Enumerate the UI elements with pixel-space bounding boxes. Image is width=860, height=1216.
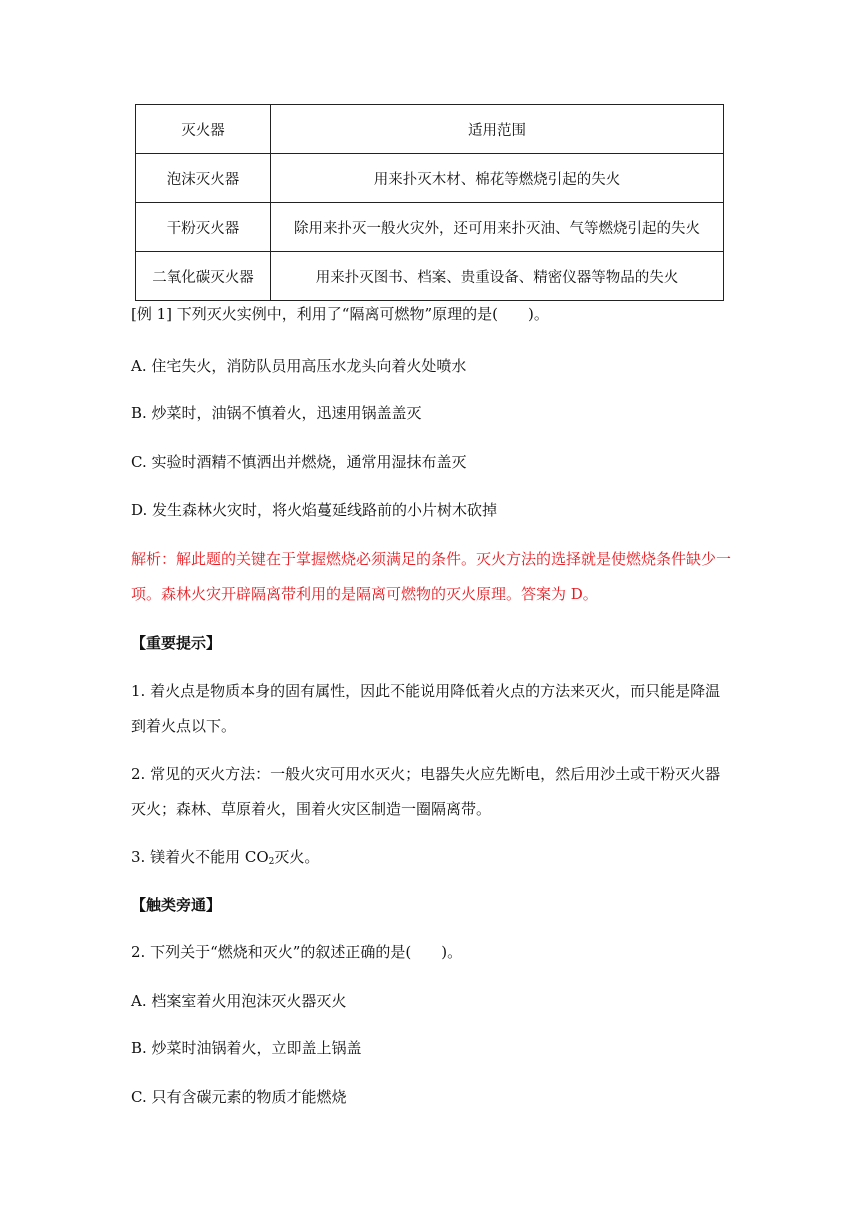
example-option-d: D. 发生森林火灾时，将火焰蔓延线路前的小片树木砍掉: [131, 501, 498, 519]
extinguisher-table: [135, 104, 724, 301]
tip-1-line-1: 1. 着火点是物质本身的固有属性，因此不能说用降低着火点的方法来灭火，而只能是降温: [131, 682, 721, 700]
table-cell-extinguisher: 泡沫灭火器: [136, 154, 271, 203]
table-row: [136, 154, 724, 203]
table-header-cell: 适用范围: [271, 105, 724, 154]
practice-option-a: A. 档案室着火用泡沫灭火器灭火: [131, 992, 347, 1010]
table-cell-scope: 用来扑灭图书、档案、贵重设备、精密仪器等物品的失火: [271, 252, 724, 301]
analysis-line-2: 项。森林火灾开辟隔离带利用的是隔离可燃物的灭火原理。答案为 D。: [131, 585, 598, 603]
tip-3-text-end: 灭火。: [274, 848, 320, 866]
tips-heading: 【重要提示】: [131, 634, 222, 652]
table-cell-scope: 用来扑灭木材、棉花等燃烧引起的失火: [271, 154, 724, 203]
table-header-row: [136, 105, 724, 154]
table-cell-extinguisher: 二氧化碳灭火器: [136, 252, 271, 301]
tip-2-line-2: 灭火；森林、草原着火，围着火灾区制造一圈隔离带。: [131, 800, 492, 818]
tip-3: [131, 847, 731, 872]
practice-question: 2. 下列关于“燃烧和灭火”的叙述正确的是( )。: [131, 943, 463, 961]
example-option-a: A. 住宅失火，消防队员用高压水龙头向着火处喷水: [131, 357, 467, 375]
table-cell-scope: 除用来扑灭一般火灾外，还可用来扑灭油、气等燃烧引起的失火: [271, 203, 724, 252]
table-cell-extinguisher: 干粉灭火器: [136, 203, 271, 252]
tip-1-line-2: 到着火点以下。: [131, 717, 237, 735]
analysis-line-1: 解析：解此题的关键在于掌握燃烧必须满足的条件。灭火方法的选择就是使燃烧条件缺少一: [131, 550, 732, 568]
practice-option-c: C. 只有含碳元素的物质才能燃烧: [131, 1088, 347, 1106]
tip-3-text: 3. 镁着火不能用 CO: [131, 848, 269, 866]
example-option-b: B. 炒菜时，油锅不慎着火，迅速用锅盖盖灭: [131, 404, 422, 422]
table-row: [136, 203, 724, 252]
tip-3-subscript: 2: [268, 857, 275, 867]
tip-2-line-1: 2. 常见的灭火方法：一般火灾可用水灭火；电器失火应先断电，然后用沙土或干粉灭火器: [131, 765, 721, 783]
practice-heading: 【触类旁通】: [131, 896, 222, 914]
example-question: [例 1] 下列灭火实例中，利用了“隔离可燃物”原理的是( )。: [131, 305, 549, 323]
example-option-c: C. 实验时酒精不慎洒出并燃烧，通常用湿抹布盖灭: [131, 453, 467, 471]
table-row: [136, 252, 724, 301]
table-header-cell: 灭火器: [136, 105, 271, 154]
practice-option-b: B. 炒菜时油锅着火，立即盖上锅盖: [131, 1039, 362, 1057]
